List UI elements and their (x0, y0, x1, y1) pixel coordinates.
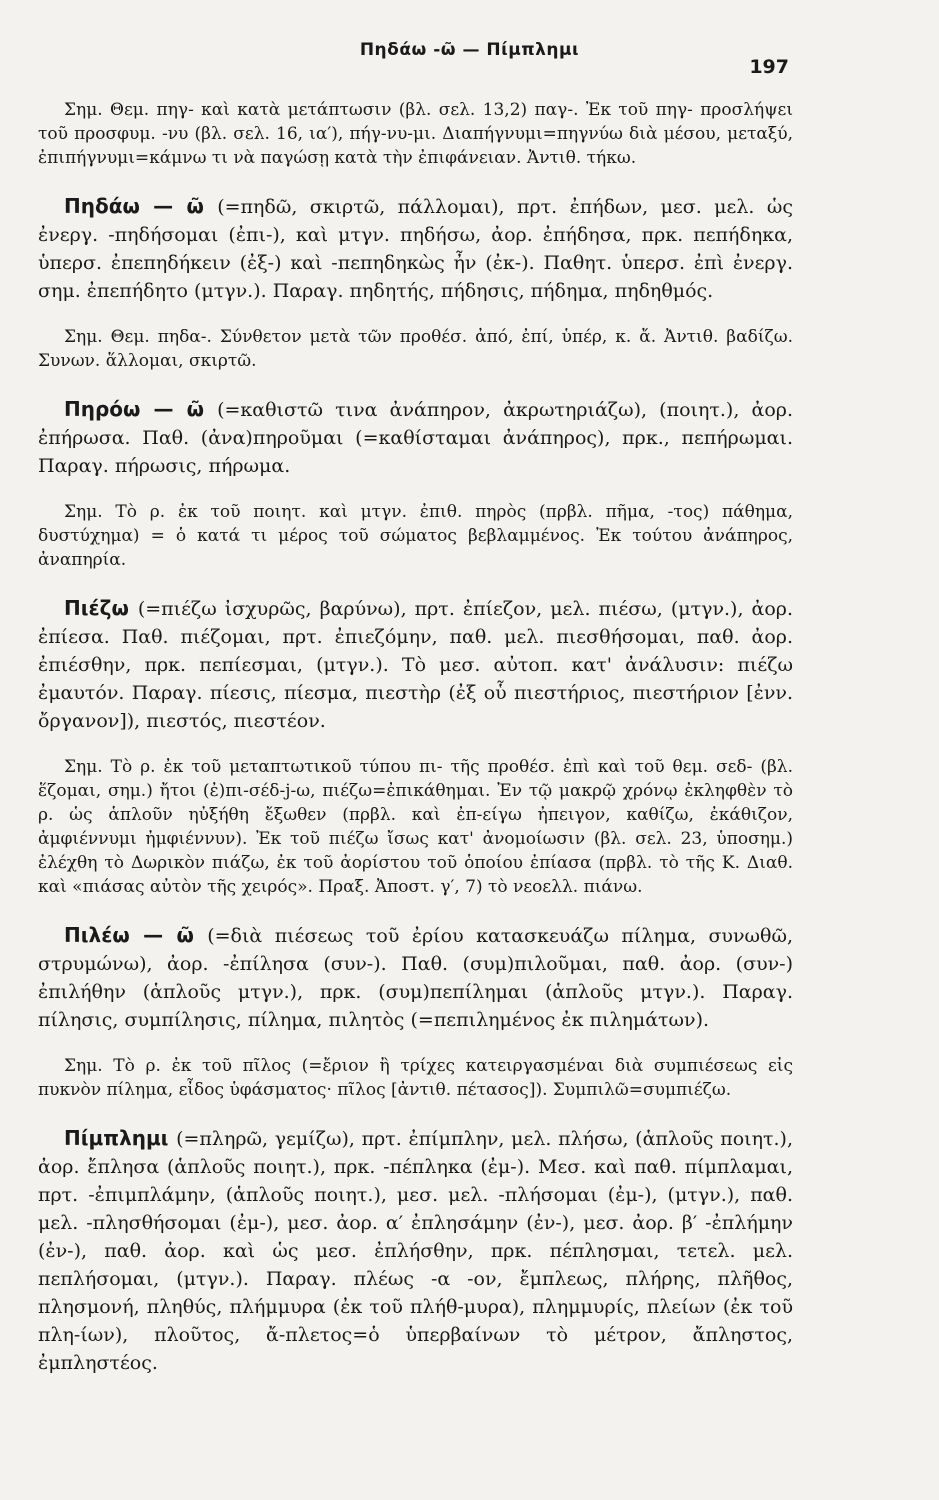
entry-pedao (38, 192, 793, 305)
entry-peroo (38, 395, 793, 480)
note-pegnumi: Σημ. Θεμ. πηγ- καὶ κατὰ μετάπτωσιν (βλ. σελ. 13,2) παγ-. Ἐκ τοῦ πηγ- προσλήψει τοῦ προσφυμ. -νυ (βλ. σελ. 16, ια′), πήγ-νυ-μι. Διαπήγνυμι=πηγνύω διὰ μέσου, μεταξύ, ἐπιπήγνυμι=κάμνω τι νὰ παγώσῃ κατὰ τὴν ἐπιφάνειαν. Ἀντιθ. τήκω. (38, 100, 793, 168)
entry-definition: (=καθιστῶ τινα ἀνάπηρον, ἀκρωτηριάζω), (ποιητ.), ἀορ. ἐπήρωσα. Παθ. (ἀνα)πηροῦμαι (=καθίσταμαι ἀνάπηρος), πρκ., πεπήρωμαι. Παραγ. πήρωσις, πήρωμα. (38, 399, 793, 477)
entry-piezo (38, 594, 793, 735)
entry-definition: (=πιέζω ἰσχυρῶς, βαρύνω), πρτ. ἐπίεζον, μελ. πιέσω, (μτγν.), ἀορ. ἐπίεσα. Παθ. πιέζομαι, πρτ. ἐπιεζόμην, παθ. μελ. πιεσθήσομαι, παθ. ἀορ. ἐπιέσθην, πρκ. πεπίεσμαι, (μτγν.). Τὸ μεσ. αὐτοπ. κατ' ἀνάλυσιν: πιέζω ἐμαυτόν. Παραγ. πίεσις, πίεσμα, πιεστὴρ (ἐξ οὗ πιεστήριος, πιεστήριον [ἐνν. ὄργανον]), πιεστός, πιεστέον. (38, 598, 793, 732)
entry-definition: (=πηδῶ, σκιρτῶ, πάλλομαι), πρτ. ἐπήδων, μεσ. μελ. ὡς ἐνεργ. -πηδήσομαι (ἐπι-), καὶ μτγν. πηδήσω, ἀορ. ἐπήδησα, πρκ. πεπήδηκα, ὑπερσ. ἐπεπηδήκειν (ἐξ-) καὶ -πεπηδηκὼς ἦν (ἐκ-). Παθητ. ὑπερσ. ἐπὶ ἐνεργ. σημ. ἐπεπήδητο (μτγν.). Παραγ. πηδητής, πήδησις, πήδημα, πηδηθμός. (38, 196, 793, 302)
note-pedao: Σημ. Θεμ. πηδα-. Σύνθετον μετὰ τῶν προθέσ. ἀπό, ἐπί, ὑπέρ, κ. ἄ. Ἀντιθ. βαδίζω. Συνων. ἅλλομαι, σκιρτῶ. (38, 327, 793, 371)
entry-headword: Πίμπλημι (64, 1126, 177, 1150)
entry-headword: Πιέζω (64, 596, 138, 620)
page-content (38, 98, 793, 1397)
entry-headword: Πηρόω — ῶ (64, 397, 218, 421)
entry-definition: (=πληρῶ, γεμίζω), πρτ. ἐπίμπλην, μελ. πλήσω, (ἁπλοῦς ποιητ.), ἀορ. ἔπλησα (ἁπλοῦς ποιητ.), πρκ. -πέπληκα (ἐμ-). Μεσ. καὶ παθ. πίμπλαμαι, πρτ. -ἐπιμπλάμην, (ἁπλοῦς ποιητ.), μεσ. μελ. -πλήσομαι (ἐμ-), (μτγν.), παθ. μελ. -πλησθήσομαι (ἐμ-), μεσ. ἀορ. α′ ἐπλησάμην (ἐν-), μεσ. ἀορ. β′ -ἐπλήμην (ἐν-), παθ. ἀορ. καὶ ὡς μεσ. ἐπλήσθην, πρκ. πέπλησμαι, τετελ. μελ. πεπλήσομαι, (μτγν.). Παραγ. πλέως -α -ον, ἔμπλεως, πλήρης, πλῆθος, πλησμονή, πληθύς, πλήμμυρα (ἐκ τοῦ πλήθ-μυρα), πλημμυρίς, πλείων (ἐκ τοῦ πλη-ίων), πλοῦτος, ἄ-πλετος=ὁ ὑπερβαίνων τὸ μέτρον, ἄπληστος, ἐμπληστέος. (38, 1128, 794, 1374)
entry-pileo (38, 921, 793, 1034)
note-piezo: Σημ. Τὸ ρ. ἐκ τοῦ μεταπτωτικοῦ τύπου πι- τῆς προθέσ. ἐπὶ καὶ τοῦ θεμ. σεδ- (βλ. ἕζομαι, σημ.) ἤτοι (ἐ)πι-σέδ-j-ω, πιέζω=ἐπικάθημαι. Ἐν τῷ μακρῷ χρόνῳ ἐκληφθὲν τὸ ρ. ὡς ἁπλοῦν ηὐξήθη ἔξωθεν (πρβλ. καὶ ἐπ-είγω ἠπειγον, καθίζω, ἐκάθιζον, ἀμφιέννυμι ἠμφιέννυν). Ἐκ τοῦ πιέζω ἴσως κατ' ἀνομοίωσιν (βλ. σελ. 23, ὑποσημ.) ἐλέχθη τὸ Δωρικὸν πιάζω, ἐκ τοῦ ἀορίστου τοῦ ὁποίου ἐπίασα (πρβλ. τὸ τῆς Κ. Διαθ. καὶ «πιάσας αὐτὸν τῆς χειρός». Πραξ. Ἀποστ. γ′, 7) τὸ νεοελλ. πιάνω. (38, 757, 793, 897)
entry-headword: Πηδάω — ῶ (64, 194, 218, 218)
page-number: 197 (749, 56, 789, 78)
note-pileo: Σημ. Τὸ ρ. ἐκ τοῦ πῖλος (=ἔριον ἢ τρίχες κατειργασμέναι διὰ συμπιέσεως εἰς πυκνὸν πίλημα, εἶδος ὑφάσματος· πῖλος [ἀντιθ. πέτασος]). Συμπιλῶ=συμπιέζω. (38, 1056, 793, 1100)
entry-headword: Πιλέω — ῶ (64, 923, 208, 947)
running-head: Πηδάω -ῶ — Πίμπλημι (359, 40, 580, 60)
entry-definition: (=διὰ πιέσεως τοῦ ἐρίου κατασκευάζω πίλημα, συνωθῶ, στρυμώνω), ἀορ. -ἐπίλησα (συν-). Παθ. (συμ)πιλοῦμαι, παθ. ἀορ. (συν-) ἐπιλήθην (ἁπλοῦς μτγν.), πρκ. (συμ)πεπίλημαι (ἁπλοῦς μτγν.). Παραγ. πίλησις, συμπίλησις, πίλημα, πιλητὸς (=πεπιλημένος ἐκ πιλημάτων). (38, 925, 793, 1031)
entry-pimplemi (38, 1124, 793, 1377)
note-peroo: Σημ. Τὸ ρ. ἐκ τοῦ ποιητ. καὶ μτγν. ἐπιθ. πηρὸς (πρβλ. πῆμα, -τος) πάθημα, δυστύχημα) = ὁ κατά τι μέρος τοῦ σώματος βεβλαμμένος. Ἐκ τούτου ἀνάπηρος, ἀναπηρία. (38, 502, 793, 570)
